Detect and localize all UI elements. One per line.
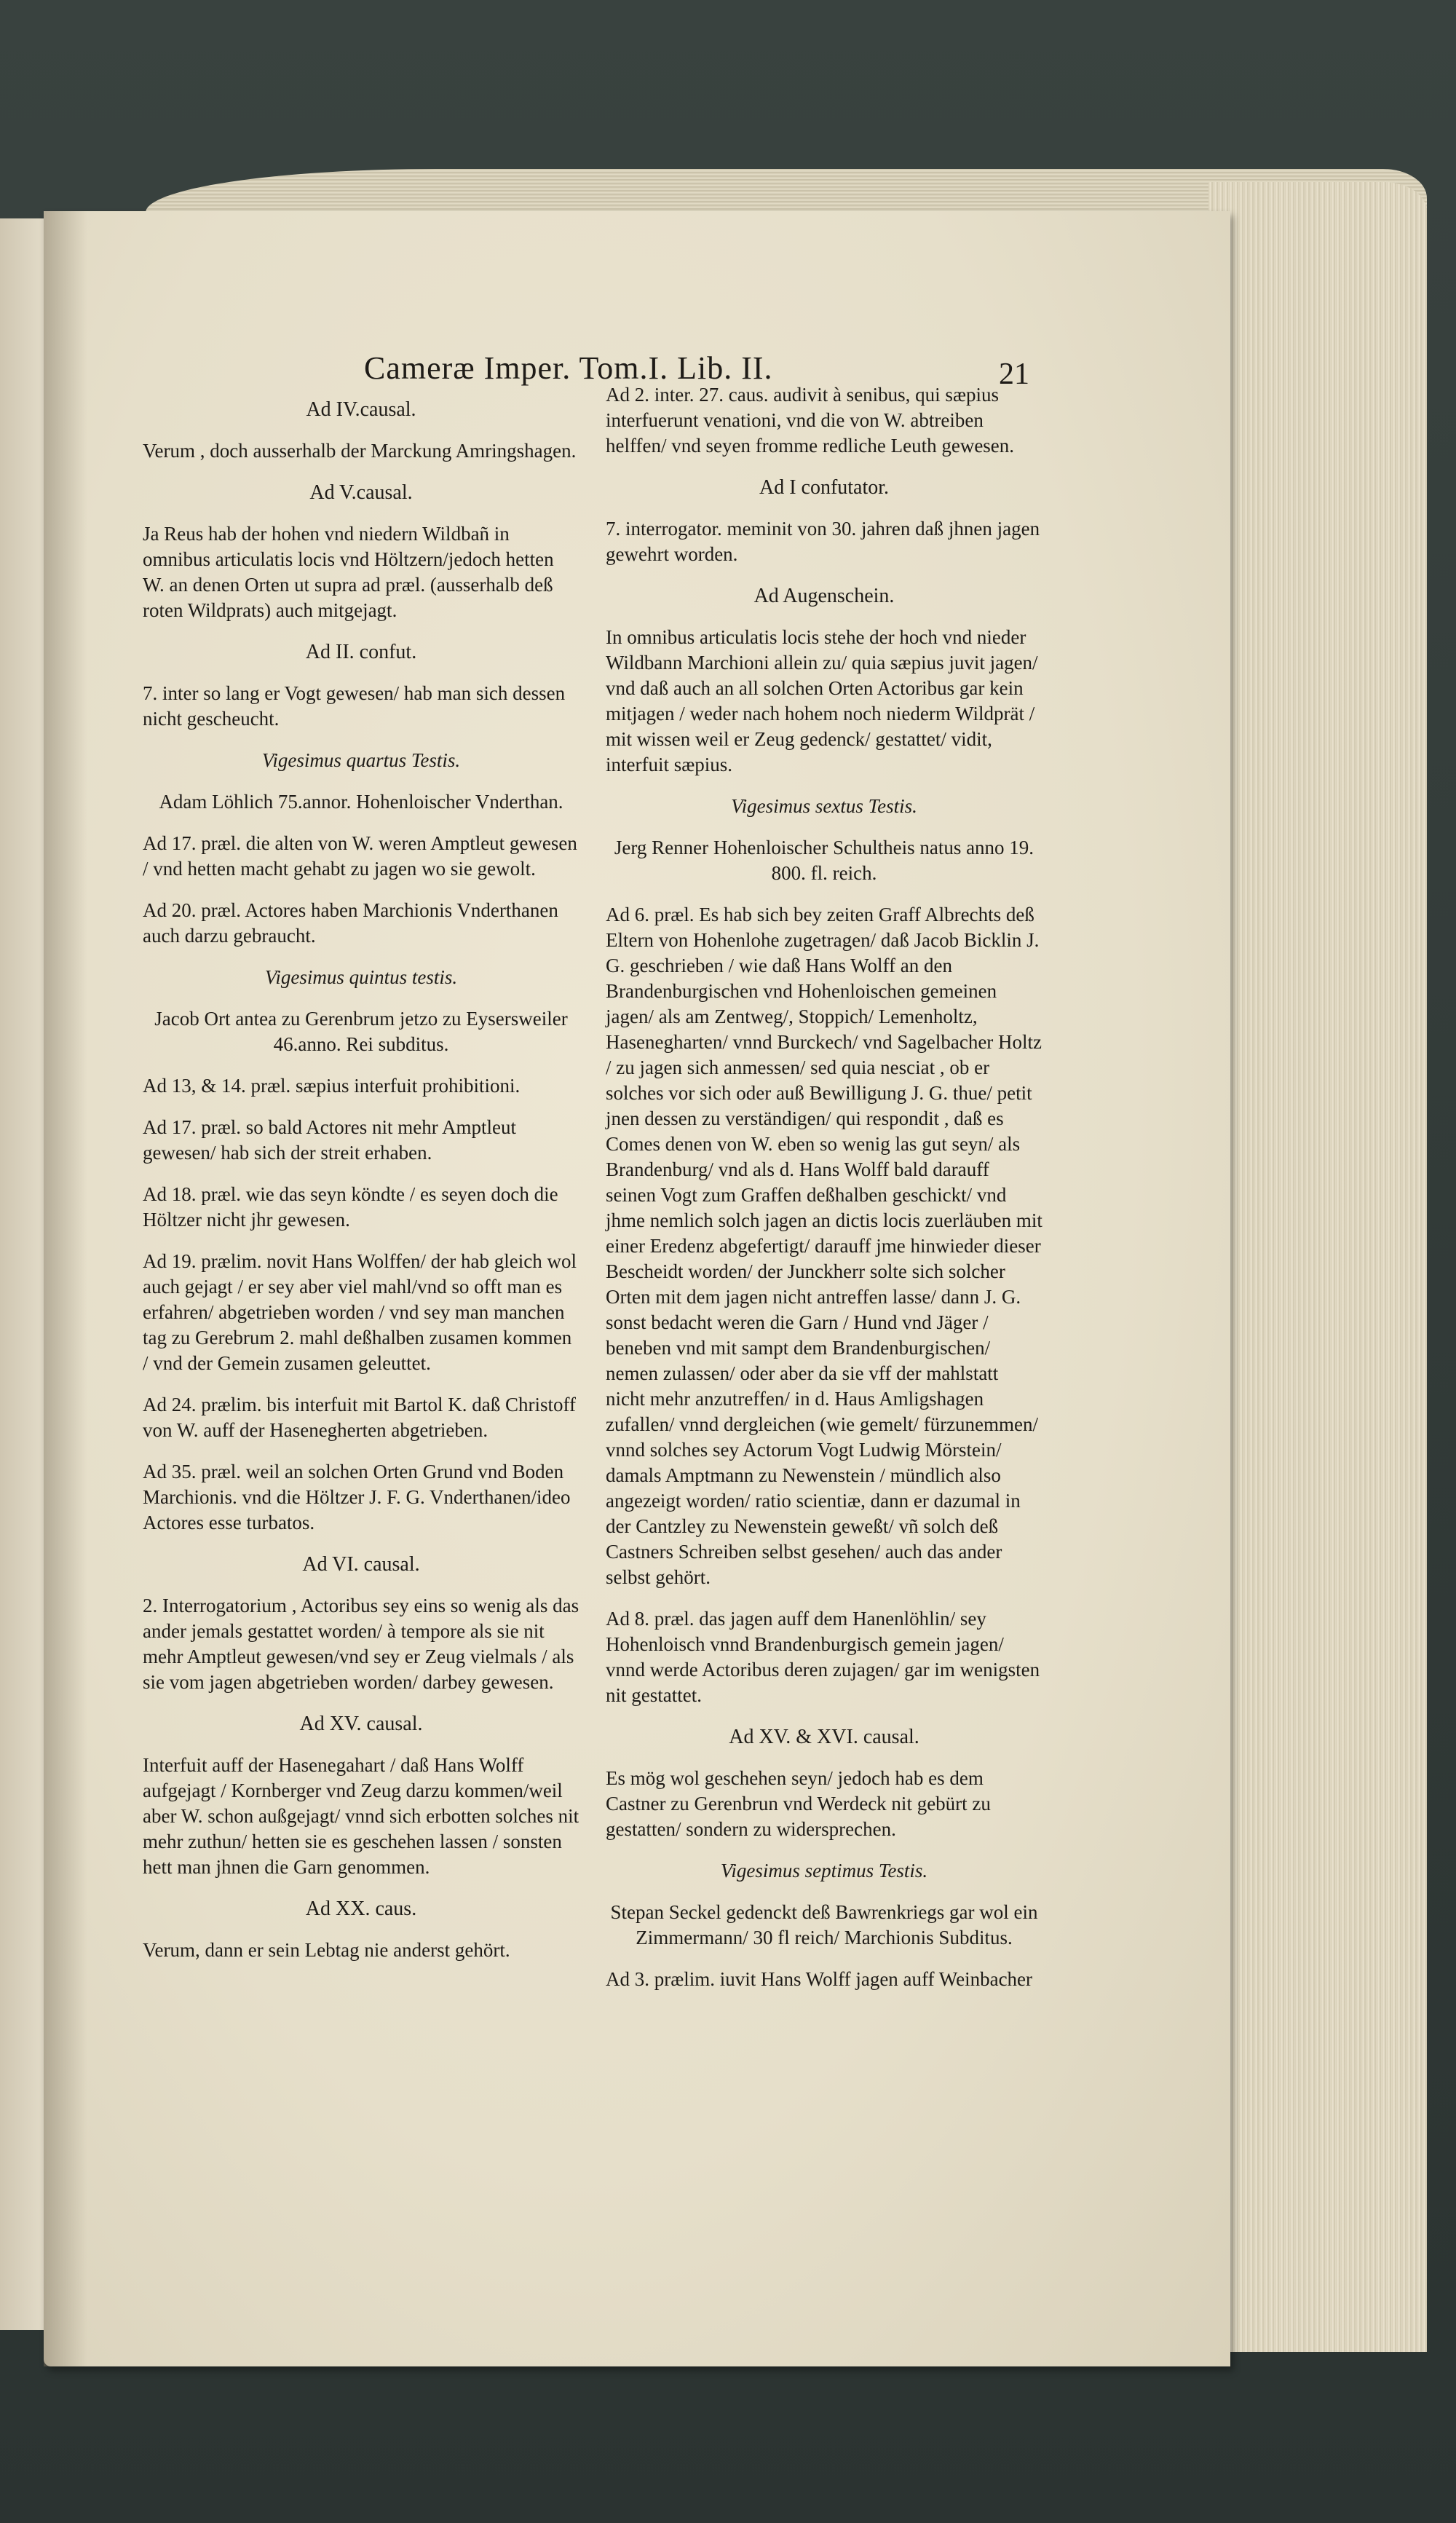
page-number: 21: [999, 358, 1029, 391]
paragraph: Ad 17. præl. so bald Actores nit mehr Amptleut gewesen/ hab sich der streit erhaben.: [143, 1116, 516, 1164]
left-column: [143, 382, 579, 1979]
witness-name: Adam Löhlich 75.annor. Hohenloischer Vnderthan.: [159, 791, 563, 813]
paragraph: Ad 13, & 14. præl. sæpius interfuit prohibitioni.: [143, 1075, 521, 1097]
witness-heading: Vigesimus quintus testis.: [264, 966, 458, 988]
paragraph: Ad 2. inter. 27. caus. audivit à senibus, qui sæpius interfuerunt venationi, vnd die von W. abtreiben helffen/ vnd seyen fromme redliche Leuth gewesen.: [606, 384, 1015, 457]
section-heading: Ad IV.causal.: [306, 398, 416, 421]
section-heading: Ad V.causal.: [309, 481, 413, 504]
section-heading: Ad Augenschein.: [753, 585, 895, 607]
section-heading: Ad XV. causal.: [299, 1713, 423, 1735]
paragraph: Verum, dann er sein Lebtag nie anderst gehört.: [143, 1939, 510, 1961]
running-head: Cameræ Imper. Tom.I. Lib. II.: [364, 350, 773, 386]
right-column: [606, 382, 1042, 2008]
paragraph: Interfuit auff der Hasenegahart / daß Hans Wolff aufgejagt / Kornberger vnd Zeug darzu kommen/weil aber W. schon außgejagt/ vnnd sich erbotten solches nit mehr zuthun/ hetten sie es geschehen lassen / sonsten hett man jhnen die Garn genommen.: [143, 1754, 579, 1878]
paragraph: Ad 24. prælim. bis interfuit mit Bartol K. daß Christoff von W. auff der Hasenegherten abgetrieben.: [143, 1394, 576, 1441]
section-heading: Ad I confutator.: [759, 476, 890, 499]
section-heading: Ad VI. causal.: [302, 1553, 420, 1576]
paragraph: Es mög wol geschehen seyn/ jedoch hab es dem Castner zu Gerenbrun vnd Werdeck nit gebürt zu gestatten/ sondern zu widersprechen.: [606, 1767, 991, 1840]
section-heading: Ad II. confut.: [305, 641, 417, 663]
paragraph: In omnibus articulatis locis stehe der hoch vnd nieder Wildbann Marchioni allein zu/ quia sæpius juvit jagen/ vnd daß auch an all solchen Orten Actoribus gar kein mitjagen / weder nach hohem noch niederm Wildprät / mit wissen weil er Zeug gedenck/ gestattet/ vidit, interfuit sæpius.: [606, 626, 1038, 775]
paragraph: Ad 18. præl. wie das seyn köndte / es seyen doch die Höltzer nicht jhr gewesen.: [143, 1183, 558, 1231]
paragraph: Ad 6. præl. Es hab sich bey zeiten Graff Albrechts deß Eltern von Hohenlohe zugetragen/ daß Jacob Bicklin J. G. geschrieben / wie daß Hans Wolff an den Brandenburgischen vnd Hohenloischen gemeinen jagen/ als am Zentweg/, Stoppich/ Lemenholtz, Hasenegharten/ vnnd Burckech/ vnd Sagelbacher Holtz / zu jagen sich anmessen/ sed quia nesciat , ob er solches vor sich oder auß Bewilligung J. G. thue/ petit jnen dessen zu verständigen/ qui respondit , daß es Comes denen von W. eben so wenig las gut seyn/ als Brandenburg/ vnd als d. Hans Wolff bald darauff seinen Vogt zum Graffen deßhalben geschickt/ vnd jhme nemlich solch jagen an dictis locis zuerläuben mit einer Eredenz abgefertigt/ darauff jme hinwieder dieser Bescheidt worden/ der Junckherr solte sich solcher Orten mit dem jagen nicht antreffen lasse/ dann J. G. sonst bedacht weren die Garn / Hund vnd Jäger / beneben vnd mit sampt dem Brandenburgischen/ nemen zulassen/ oder aber da sie vff der mahlstatt nicht mehr anzutreffen/ in d. Haus Amligshagen zufallen/ vnnd dergleichen (wie gemelt/ fürzunemmen/ vnnd solches sey Actorum Vogt Ludwig Mörstein/ damals Amptmann zu Newenstein / mündlich also angezeigt worden/ ratio scientiæ, dann er dazumal in der Cantzley zu Newenstein geweßt/ vñ solch deß Castners Schreiben selbst gesehen/ auch das ander selbst gehört.: [606, 904, 1042, 1588]
book-fore-edge: [1208, 182, 1427, 2352]
previous-page-edge: [0, 218, 46, 2330]
paragraph: Ad 19. prælim. novit Hans Wolffen/ der hab gleich wol auch gejagt / er sey aber viel mahl/vnd so offt man es erfahren/ abgetrieben worden / vnd sey man manchen tag zu Gerebrum 2. mahl deßhalben zusamen kommen / vnd der Gemein zusamen geleuttet.: [143, 1250, 577, 1374]
paragraph: 7. inter so lang er Vogt gewesen/ hab man sich dessen nicht gescheucht.: [143, 682, 566, 730]
witness-heading: Vigesimus sextus Testis.: [731, 795, 917, 817]
paragraph: Verum , doch ausserhalb der Marckung Amringshagen.: [143, 440, 577, 462]
paragraph: 2. Interrogatorium , Actoribus sey eins so wenig als das ander jemals gestattet worden/ à tempore als sie nit mehr Amptleut gewesen/vnd sey er Zeug vielmals / als sie vom jagen abgetrieben worden/ darbey gewesen.: [143, 1595, 579, 1693]
paragraph: 7. interrogator. meminit von 30. jahren daß jhnen jagen gewehrt worden.: [606, 518, 1040, 565]
section-heading: Ad XV. & XVI. causal.: [729, 1726, 919, 1748]
witness-name: Stepan Seckel gedenckt deß Bawrenkriegs gar wol ein Zimmermann/ 30 fl reich/ Marchionis Subditus.: [610, 1901, 1038, 1948]
paragraph: Ja Reus hab der hohen vnd niedern Wildbañ in omnibus articulatis locis vnd Höltzern/jedoch hetten W. an denen Orten ut supra ad præl. (ausserhalb deß roten Wildprats) auch mitgejagt.: [143, 523, 554, 621]
section-heading: Ad XX. caus.: [305, 1898, 417, 1920]
witness-heading: Vigesimus quartus Testis.: [261, 749, 461, 771]
witness-name: Jerg Renner Hohenloischer Schultheis natus anno 19. 800. fl. reich.: [614, 837, 1034, 884]
paragraph: Ad 35. præl. weil an solchen Orten Grund vnd Boden Marchionis. vnd die Höltzer J. F. G. Vnderthanen/ideo Actores esse turbatos.: [143, 1461, 571, 1533]
paragraph: Ad 20. præl. Actores haben Marchionis Vnderthanen auch darzu gebraucht.: [143, 899, 558, 947]
witness-heading: Vigesimus septimus Testis.: [720, 1860, 928, 1882]
paragraph: Ad 8. præl. das jagen auff dem Hanenlöhlin/ sey Hohenloisch vnnd Brandenburgisch gemein jagen/ vnnd werde Actoribus deren zujagen/ gar im wenigsten nit gestattet.: [606, 1608, 1040, 1706]
witness-name: Jacob Ort antea zu Gerenbrum jetzo zu Eysersweiler 46.anno. Rei subditus.: [154, 1008, 568, 1055]
page-gutter-shadow: [44, 211, 87, 2366]
paragraph: Ad 3. prælim. iuvit Hans Wolff jagen auff Weinbacher: [606, 1968, 1033, 1990]
paragraph: Ad 17. præl. die alten von W. weren Amptleut gewesen / vnd hetten macht gehabt zu jagen wo sie gewolt.: [143, 832, 577, 880]
